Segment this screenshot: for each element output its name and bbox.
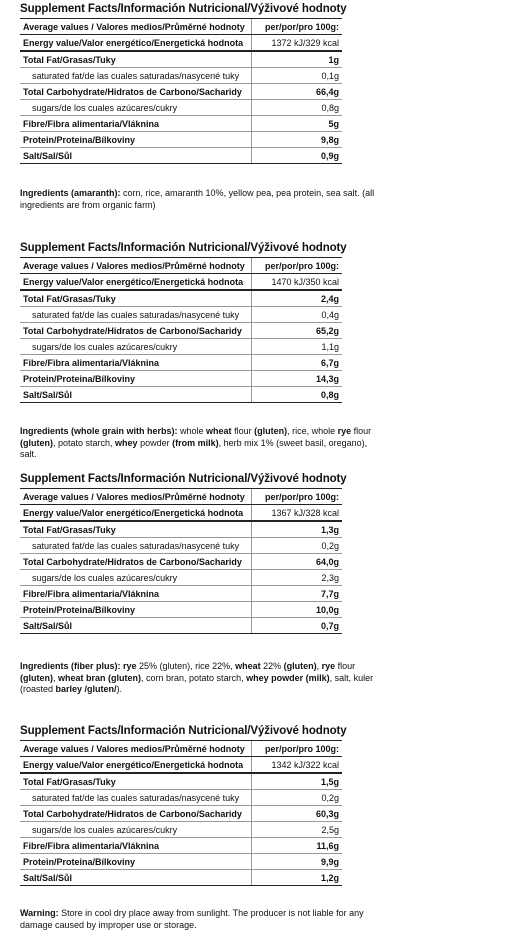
body-text: , corn bran, potato starch, [141, 672, 247, 683]
nutrient-label: Energy value/Valor energético/Energetická hodnota [20, 274, 252, 291]
body-text: 22% [260, 661, 284, 671]
nutrient-value: 1,3g [252, 521, 343, 538]
nutrient-value: 64,0g [252, 554, 343, 570]
nutrient-value: 0,9g [252, 148, 343, 164]
nutrient-value: 2,5g [252, 822, 343, 838]
nutrient-row [20, 355, 342, 371]
bold-text: (from milk) [172, 437, 219, 448]
nutrient-value: 0,8g [252, 387, 343, 403]
body-text: flour [335, 661, 356, 671]
body-text: corn, rice, amaranth 10%, yellow pea, pea protein, sea salt. (all ingredients are from organic farm) [20, 188, 375, 210]
nutrient-label: Protein/Proteina/Bílkoviny [20, 371, 252, 387]
nutrient-label: Total Carbohydrate/Hidratos de Carbono/Sacharidy [20, 323, 252, 339]
nutrient-row [20, 854, 342, 870]
energy-row [20, 274, 342, 291]
nutrient-label: Average values / Valores medios/Průměrné hodnoty [20, 489, 252, 505]
nutrient-row [20, 521, 342, 538]
nutrient-label: Fibre/Fibra alimentaria/Vláknina [20, 838, 252, 854]
nutrient-value: 1g [252, 51, 343, 68]
nutrient-value: 14,3g [252, 371, 343, 387]
nutrient-value: 7,7g [252, 586, 343, 602]
nutrient-row [20, 822, 342, 838]
nutrient-value: per/por/pro 100g: [252, 489, 343, 505]
nutrient-label: saturated fat/de las cuales saturadas/nasycené tuky [20, 790, 252, 806]
bold-text: (gluten) [283, 661, 317, 671]
nutrient-row [20, 838, 342, 854]
nutrient-label: Salt/Sal/Sůl [20, 618, 252, 634]
nutrient-value: per/por/pro 100g: [252, 19, 343, 35]
nutrient-row [20, 618, 342, 634]
panel-title: Supplement Facts/Información Nutricional/Výživové hodnoty [20, 3, 347, 15]
bold-text: wheat [206, 426, 232, 436]
energy-row [20, 757, 342, 774]
nutrient-value: 2,3g [252, 570, 343, 586]
nutrient-label: Energy value/Valor energético/Energetická hodnota [20, 757, 252, 774]
ingredients-fiber-plus [20, 661, 380, 696]
nutrient-label: sugars/de los cuales azúcares/cukry [20, 339, 252, 355]
nutrient-row [20, 570, 342, 586]
ingredients-whole-grain-herbs [20, 426, 380, 461]
nutrient-value: 0,8g [252, 100, 343, 116]
bold-text: whey [115, 437, 138, 448]
nutrient-label: Average values / Valores medios/Průměrné hodnoty [20, 741, 252, 757]
nutrient-label: sugars/de los cuales azúcares/cukry [20, 822, 252, 838]
nutrient-label: Salt/Sal/Sůl [20, 148, 252, 164]
nutrient-value: 1,1g [252, 339, 343, 355]
nutrient-row [20, 806, 342, 822]
nutrient-row [20, 339, 342, 355]
nutrient-value: 65,2g [252, 323, 343, 339]
bold-text: rye [123, 661, 137, 671]
facts-panel-amaranth [20, 2, 347, 164]
body-text: ). [116, 684, 123, 694]
nutrient-value: 1367 kJ/328 kcal [252, 505, 343, 522]
nutrient-row [20, 116, 342, 132]
nutrient-value: 6,7g [252, 355, 343, 371]
facts-panel-whole-grain-herbs [20, 241, 347, 403]
nutrient-row [20, 290, 342, 307]
nutrient-row [20, 773, 342, 790]
nutrient-row [20, 100, 342, 116]
body-text: Store in cool dry place away from sunlight. The producer is not liable for any damage caused by improper use or storage. [20, 908, 364, 930]
nutrient-value: 2,4g [252, 290, 343, 307]
nutrient-label: Fibre/Fibra alimentaria/Vláknina [20, 355, 252, 371]
nutrient-row [20, 51, 342, 68]
nutrient-label: Protein/Proteina/Bílkoviny [20, 602, 252, 618]
nutrient-value: 9,8g [252, 132, 343, 148]
nutrient-row [20, 371, 342, 387]
body-text: flour [351, 426, 372, 436]
nutrient-row [20, 554, 342, 570]
nutrient-label: Salt/Sal/Sůl [20, 387, 252, 403]
nutrient-label: Average values / Valores medios/Průměrné hodnoty [20, 258, 252, 274]
nutrient-value: 1,2g [252, 870, 343, 886]
nutrient-value: per/por/pro 100g: [252, 741, 343, 757]
nutrient-value: 60,3g [252, 806, 343, 822]
nutrient-row [20, 538, 342, 554]
panel-title: Supplement Facts/Información Nutricional/Výživové hodnoty [20, 242, 347, 254]
nutrient-row [20, 323, 342, 339]
nutrient-row [20, 68, 342, 84]
facts-panel-fourth [20, 724, 347, 886]
nutrient-label: Protein/Proteina/Bílkoviny [20, 132, 252, 148]
nutrient-value: 1342 kJ/322 kcal [252, 757, 343, 774]
nutrient-value: 0,7g [252, 618, 343, 634]
bold-text: Warning: [20, 908, 59, 918]
nutrient-value: 11,6g [252, 838, 343, 854]
nutrient-label: Total Fat/Grasas/Tuky [20, 290, 252, 307]
bold-text: (gluten) [254, 426, 288, 436]
nutrient-value: 5g [252, 116, 343, 132]
body-text: , herb mix 1% (sweet basil, oregano), salt. [20, 437, 368, 459]
table-header-row [20, 19, 342, 35]
nutrient-label: Total Fat/Grasas/Tuky [20, 51, 252, 68]
ingredients-amaranth [20, 188, 380, 211]
nutrient-label: Total Fat/Grasas/Tuky [20, 521, 252, 538]
nutrient-label: sugars/de los cuales azúcares/cukry [20, 570, 252, 586]
bold-text: Ingredients (whole grain with herbs): [20, 426, 178, 436]
nutrient-row [20, 84, 342, 100]
nutrient-value: 9,9g [252, 854, 343, 870]
nutrient-label: Energy value/Valor energético/Energetická hodnota [20, 35, 252, 52]
energy-row [20, 35, 342, 52]
body-text: , [53, 672, 59, 683]
nutrient-row [20, 602, 342, 618]
table-header-row [20, 741, 342, 757]
nutrient-label: Fibre/Fibra alimentaria/Vláknina [20, 116, 252, 132]
bold-text: barley /gluten/ [55, 684, 117, 694]
nutrient-label: Total Carbohydrate/Hidratos de Carbono/Sacharidy [20, 554, 252, 570]
nutrient-value: 1470 kJ/350 kcal [252, 274, 343, 291]
nutrient-label: Protein/Proteina/Bílkoviny [20, 854, 252, 870]
panel-title: Supplement Facts/Información Nutricional/Výživové hodnoty [20, 473, 347, 485]
nutrient-row [20, 132, 342, 148]
body-text: flour [231, 426, 255, 436]
nutrient-value: 1,5g [252, 773, 343, 790]
bold-text: wheat [235, 661, 261, 671]
bold-text: Ingredients (fiber plus): [20, 661, 121, 671]
nutrient-value: 0,2g [252, 538, 343, 554]
nutrient-label: Average values / Valores medios/Průměrné hodnoty [20, 19, 252, 35]
nutrient-row [20, 148, 342, 164]
nutrient-label: saturated fat/de las cuales saturadas/nasycené tuky [20, 538, 252, 554]
body-text: , potato starch, [53, 437, 116, 448]
nutrient-label: Salt/Sal/Sůl [20, 870, 252, 886]
nutrition-table [20, 257, 342, 403]
bold-text: (gluten) [20, 672, 53, 683]
nutrient-row [20, 870, 342, 886]
storage-warning [20, 908, 380, 931]
bold-text: wheat bran (gluten) [58, 672, 142, 683]
bold-text: (gluten) [20, 437, 53, 448]
panel-title: Supplement Facts/Información Nutricional/Výživové hodnoty [20, 725, 347, 737]
nutrient-row [20, 790, 342, 806]
nutrient-row [20, 586, 342, 602]
nutrient-value: 1372 kJ/329 kcal [252, 35, 343, 52]
table-header-row [20, 258, 342, 274]
bold-text: rye [337, 426, 352, 436]
nutrition-table [20, 18, 342, 164]
nutrient-value: 66,4g [252, 84, 343, 100]
nutrient-label: sugars/de los cuales azúcares/cukry [20, 100, 252, 116]
nutrient-value: 0,2g [252, 790, 343, 806]
nutrient-value: 0,4g [252, 307, 343, 323]
nutrient-label: saturated fat/de las cuales saturadas/nasycené tuky [20, 68, 252, 84]
facts-panel-fiber-plus [20, 472, 347, 634]
body-text: , rice, whole [287, 426, 338, 436]
nutrient-label: Total Carbohydrate/Hidratos de Carbono/Sacharidy [20, 84, 252, 100]
bold-text: Ingredients (amaranth): [20, 188, 121, 198]
body-text: , [316, 661, 322, 671]
bold-text: rye [321, 661, 336, 671]
body-text: 25% (gluten), rice 22%, [136, 661, 236, 671]
nutrient-value: 10,0g [252, 602, 343, 618]
nutrient-label: Total Fat/Grasas/Tuky [20, 773, 252, 790]
nutrient-value: 0,1g [252, 68, 343, 84]
nutrient-label: saturated fat/de las cuales saturadas/nasycené tuky [20, 307, 252, 323]
nutrient-label: Fibre/Fibra alimentaria/Vláknina [20, 586, 252, 602]
bold-text: whey powder (milk) [246, 672, 330, 683]
body-text: whole [177, 426, 207, 436]
body-text: , salt, kuler (roasted [20, 672, 374, 694]
nutrient-row [20, 387, 342, 403]
nutrient-row [20, 307, 342, 323]
nutrition-table [20, 488, 342, 634]
energy-row [20, 505, 342, 522]
nutrient-label: Total Carbohydrate/Hidratos de Carbono/Sacharidy [20, 806, 252, 822]
nutrition-table [20, 740, 342, 886]
table-header-row [20, 489, 342, 505]
body-text: powder [137, 437, 173, 448]
nutrient-value: per/por/pro 100g: [252, 258, 343, 274]
nutrient-label: Energy value/Valor energético/Energetická hodnota [20, 505, 252, 522]
